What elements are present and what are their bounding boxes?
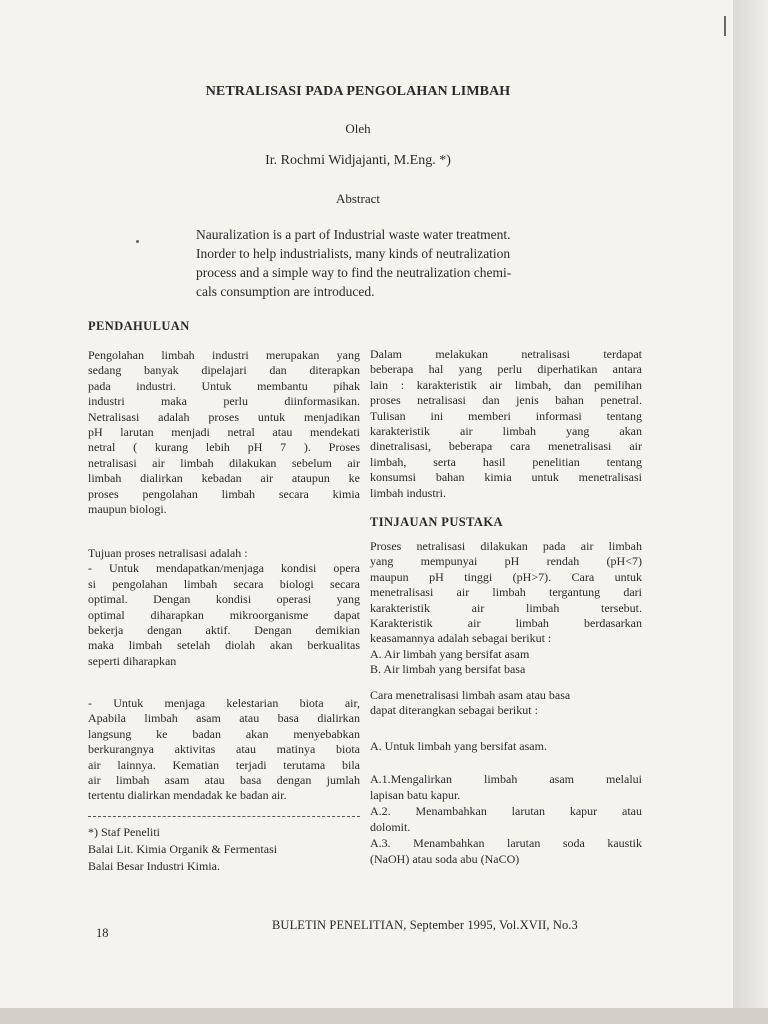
right-paragraph-2 xyxy=(370,539,642,678)
text-line: optimal. Dengan kondisi operasi yang xyxy=(88,592,360,607)
text-line: beberapa hal yang perlu diperhatikan antara xyxy=(370,362,642,377)
text-line: karakteristik air limbah tersebut. xyxy=(370,600,642,615)
footnote-line: Balai Besar Industri Kimia. xyxy=(88,859,220,873)
text-line: optimal diharapkan mikroorganisme dapat xyxy=(88,607,360,622)
text-line: A. Air limbah yang bersifat asam xyxy=(370,646,530,661)
abstract-line: cals consumption are introduced. xyxy=(196,284,375,299)
margin-mark xyxy=(724,16,726,36)
text-line: (NaOH) atau soda abu (NaCO) xyxy=(370,852,520,866)
by-label: Oleh xyxy=(345,121,371,136)
text-line: Cara menetralisasi limbah asam atau basa xyxy=(370,688,571,702)
method-item-a1 xyxy=(370,771,642,803)
abstract-line: process and a simple way to find the neutralization chemi- xyxy=(196,265,512,280)
text-line: dapat diterangkan sebagai berikut : xyxy=(370,703,538,718)
left-paragraph-3 xyxy=(88,696,360,804)
text-line: A.1.Mengalirkan limbah asam melalui xyxy=(370,772,642,786)
text-line: proses netralisasi dan jenis bahan penetral. xyxy=(370,393,642,408)
section-heading-tinjauan-pustaka: TINJAUAN PUSTAKA xyxy=(370,515,503,529)
speck-mark xyxy=(136,240,139,243)
text-line: B. Air limbah yang bersifat basa xyxy=(370,662,526,677)
text-line: lapisan batu kapur. xyxy=(370,788,461,802)
text-line: dinetralisasi, beberapa cara menetralisasi air xyxy=(370,439,642,454)
text-line: Karakteristik air limbah berdasarkan xyxy=(370,616,642,631)
scan-bottom-edge xyxy=(0,1008,768,1024)
text-line: limbah industri. xyxy=(370,485,446,500)
text-line: Pengolahan limbah industri merupakan yang xyxy=(88,348,360,362)
text-line: A.3. Menambahkan larutan soda kaustik xyxy=(370,836,642,850)
article-title: NETRALISASI PADA PENGOLAHAN LIMBAH xyxy=(205,84,511,99)
text-line: tertentu dialirkan mendadak ke badan air. xyxy=(88,788,287,803)
right-paragraph-1 xyxy=(370,347,642,501)
text-line: industri maka perlu diinformasikan. xyxy=(88,394,360,409)
abstract-line: Nauralization is a part of Industrial waste water treatment. xyxy=(196,227,511,242)
text-line: maka limbah setelah diolah akan berkualitas xyxy=(88,638,360,653)
text-line: Tulisan ini memberi informasi tentang xyxy=(370,408,642,423)
text-line: A.2. Menambahkan larutan kapur atau xyxy=(370,804,642,818)
text-line: konsumsi bahan kimia untuk menetralisasi xyxy=(370,470,642,485)
abstract-text xyxy=(196,225,586,301)
text-line: netral ( kurang lebih pH 7 ). Proses xyxy=(88,440,360,455)
page-number: 18 xyxy=(96,926,109,940)
text-line: menetralisasi air limbah tergantung dari xyxy=(370,585,642,600)
footnote-line: Balai Lit. Kimia Organik & Fermentasi xyxy=(88,842,278,856)
method-item-a3 xyxy=(370,835,642,867)
text-line: si pengolahan limbah secara biologi secara xyxy=(88,576,360,591)
text-line: Tujuan proses netralisasi adalah : xyxy=(88,546,248,560)
text-line: pH larutan menjadi netral atau mendekati xyxy=(88,425,360,440)
text-line: Apabila limbah asam atau basa dialirkan xyxy=(88,711,360,726)
text-line: yang mempunyai pH rendah (pH<7) xyxy=(370,554,642,569)
text-line: berkurangnya aktivitas atau matinya biota xyxy=(88,742,360,757)
text-line: lain : karakteristik air limbah, dan pemilihan xyxy=(370,377,642,392)
text-line: sedang banyak dipelajari dan diterapkan xyxy=(88,363,360,378)
method-item-a2 xyxy=(370,803,642,835)
page-edge-shadow xyxy=(733,0,768,1008)
subheading-acidic-waste xyxy=(370,739,642,754)
text-line: A. Untuk limbah yang bersifat asam. xyxy=(370,739,547,753)
right-paragraph-3 xyxy=(370,688,642,719)
text-line: air lainnya. Kematian terjadi terutama bila xyxy=(88,757,360,772)
text-line: proses pengolahan limbah secara kimia xyxy=(88,486,360,501)
text-line: netralisasi air limbah dilakukan sebelum air xyxy=(88,455,360,470)
footnote-divider xyxy=(88,816,360,817)
text-line: maupun biologi. xyxy=(88,502,167,517)
abstract-heading: Abstract xyxy=(335,191,381,206)
abstract-line: Inorder to help industrialists, many kinds of neutralization xyxy=(196,246,511,261)
text-line: - Untuk menjaga kelestarian biota air, xyxy=(88,696,360,710)
text-line: seperti diharapkan xyxy=(88,653,177,668)
text-line: langsung ke badan akan menyebabkan xyxy=(88,726,360,741)
text-line: bekerja dengan aktif. Dengan demikian xyxy=(88,623,360,638)
text-line: air limbah asam atau basa dengan jumlah xyxy=(88,773,360,788)
left-paragraph-1 xyxy=(88,348,360,517)
text-line: karakteristik air limbah yang akan xyxy=(370,424,642,439)
text-line: limbah, serta hasil penelitian tentang xyxy=(370,454,642,469)
left-paragraph-2 xyxy=(88,546,360,669)
text-line: limbah dialirkan kebadan air ataupun ke xyxy=(88,471,360,486)
footnote xyxy=(88,824,360,875)
text-line: - Untuk mendapatkan/menjaga kondisi opera xyxy=(88,561,360,576)
text-line: maupun pH tinggi (pH>7). Cara untuk xyxy=(370,569,642,584)
text-line: pada industri. Untuk membantu pihak xyxy=(88,378,360,393)
text-line: keasamannya adalah sebagai berikut : xyxy=(370,631,552,646)
text-line: Netralisasi adalah proses untuk menjadikan xyxy=(88,409,360,424)
text-line: Dalam melakukan netralisasi terdapat xyxy=(370,347,642,361)
text-line: Proses netralisasi dilakukan pada air limbah xyxy=(370,539,642,553)
author-name: Ir. Rochmi Widjajanti, M.Eng. *) xyxy=(265,153,451,168)
journal-footer: BULETIN PENELITIAN, September 1995, Vol.XVII, No.3 xyxy=(272,918,578,932)
footnote-line: *) Staf Peneliti xyxy=(88,825,160,839)
text-line: dolomit. xyxy=(370,820,411,834)
section-heading-pendahuluan: PENDAHULUAN xyxy=(88,319,190,333)
